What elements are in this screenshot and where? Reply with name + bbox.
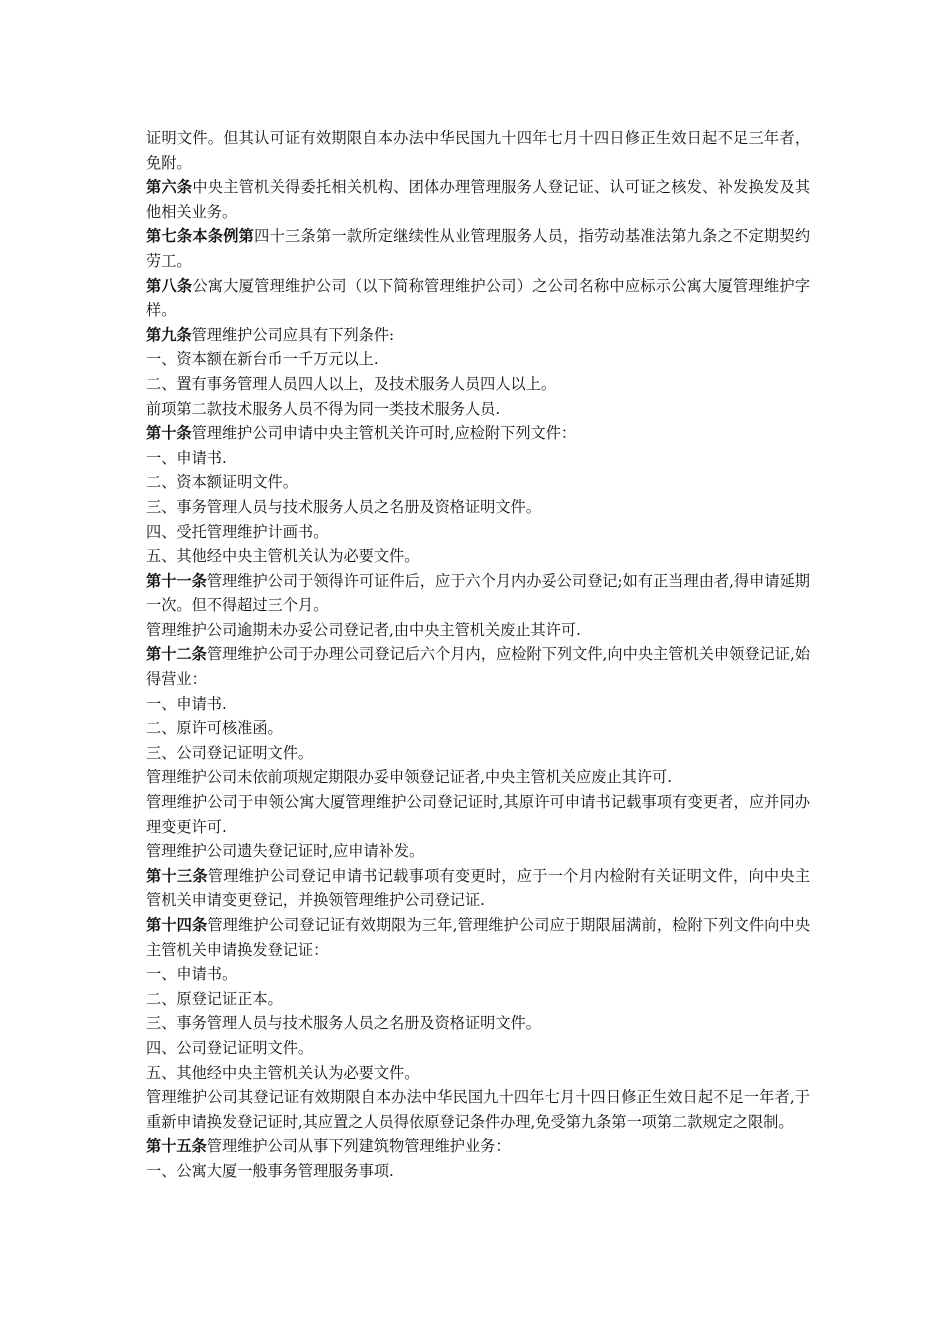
article-15 [146,1134,810,1159]
paragraph-text: 四、公司登记证明文件。 [146,1038,314,1057]
paragraph-text: 三、公司登记证明文件。 [146,743,314,762]
paragraph-text: 管理维护公司未依前项规定期限办妥申领登记证者,中央主管机关应废止其许可. [146,768,673,787]
paragraph-text: 管理维护公司于领得许可证件后，应于六个月内办妥公司登记;如有正当理由者,得申请延期一次。但不得超过三个月。 [146,571,810,615]
paragraph-text: 五、其他经中央主管机关认为必要文件。 [146,547,420,566]
paragraph-text: 管理维护公司于申领公寓大厦管理维护公司登记证时,其原许可申请书记载事项有变更者，应并同办理变更许可. [146,793,810,836]
list-item [146,347,810,372]
article-7 [146,224,810,273]
paragraph-text: 四、受托管理维护计画书。 [146,522,329,541]
article-heading: 第十条 [146,424,192,443]
paragraph-text: 三、事务管理人员与技术服务人员之名册及资格证明文件。 [146,497,541,516]
document-body [146,126,810,1184]
list-item [146,692,810,717]
list-item [146,520,810,545]
paragraph-text: 五、其他经中央主管机关认为必要文件。 [146,1063,420,1082]
paragraph [146,126,810,175]
paragraph [146,765,810,790]
article-9 [146,323,810,348]
paragraph-text: 前项第二款技术服务人员不得为同一类技术服务人员. [146,399,501,418]
list-item [146,495,810,520]
article-heading: 第十五条 [146,1137,207,1156]
paragraph [146,839,810,864]
paragraph-text: 管理维护公司从事下列建筑物管理维护业务： [206,1137,511,1156]
list-item [146,446,810,471]
article-14 [146,913,810,962]
paragraph-text: 一、公寓大厦一般事务管理服务事项. [146,1161,394,1180]
article-6 [146,175,810,224]
paragraph-text: 公寓大厦管理维护公司（以下简称管理维护公司）之公司名称中应标示公寓大厦管理维护字样。 [146,276,810,320]
article-heading: 第十二条 [146,645,207,664]
paragraph-text: 二、置有事务管理人员四人以上，及技术服务人员四人以上。 [146,374,557,393]
paragraph-text: 管理维护公司遗失登记证时,应申请补发。 [146,842,425,861]
list-item [146,1011,810,1036]
list-item [146,1036,810,1061]
article-13 [146,864,810,913]
paragraph [146,1085,810,1134]
list-item [146,372,810,397]
article-heading: 第七条本条例第 [146,227,255,246]
article-heading: 第十一条 [146,571,207,590]
paragraph-text: 四十三条第一款所定继续性从业管理服务人员，指劳动基准法第九条之不定期契约劳工。 [146,227,811,270]
paragraph-text: 一、申请书. [146,448,227,467]
list-item [146,470,810,495]
paragraph-text: 中央主管机关得委托相关机构、团体办理管理服务人登记证、认可证之核发、补发换发及其他相关业务。 [146,178,810,221]
paragraph-text: 管理维护公司申请中央主管机关许可时,应检附下列文件： [191,424,577,443]
article-heading: 第十四条 [146,916,208,934]
list-item [146,544,810,569]
list-item [146,1061,810,1086]
paragraph-text: 二、资本额证明文件。 [146,473,298,492]
list-item [146,987,810,1012]
paragraph-text: 二、原许可核准函。 [146,719,283,738]
paragraph-text: 二、原登记证正本。 [146,989,283,1008]
list-item [146,1159,810,1184]
article-10 [146,421,810,446]
article-heading: 第九条 [146,325,192,344]
article-11 [146,569,810,618]
paragraph-text: 证明文件。但其认可证有效期限自本办法中华民国九十四年七月十四日修正生效日起不足三年者，免附。 [146,129,810,172]
paragraph [146,790,810,839]
paragraph-text: 管理维护公司其登记证有效期限自本办法中华民国九十四年七月十四日修正生效日起不足一年者,于重新申请换发登记证时,其应置之人员得依原登记条件办理,免受第九条第一项第二款规定之限制。 [146,1088,810,1131]
paragraph-text: 一、申请书。 [146,965,238,984]
paragraph-text: 一、申请书. [146,694,227,713]
paragraph [146,618,810,643]
list-item [146,741,810,766]
paragraph [146,397,810,422]
article-heading: 第六条 [146,178,193,197]
list-item [146,716,810,741]
paragraph-text: 管理维护公司于办理公司登记后六个月内，应检附下列文件,向中央主管机关申领登记证,始得营业： [146,645,811,689]
paragraph-text: 管理维护公司逾期未办妥公司登记者,由中央主管机关废止其许可. [146,620,581,639]
paragraph-text: 一、资本额在新台币一千万元以上. [146,350,379,369]
article-heading: 第八条 [146,276,193,295]
article-8 [146,274,810,323]
paragraph-text: 三、事务管理人员与技术服务人员之名册及资格证明文件。 [146,1014,541,1033]
article-12 [146,642,810,691]
paragraph-text: 管理维护公司登记申请书记载事项有变更时，应于一个月内检附有关证明文件，向中央主管机关申请变更登记，并换领管理维护公司登记证. [146,866,811,910]
list-item [146,962,810,987]
paragraph-text: 管理维护公司登记证有效期限为三年,管理维护公司应于期限届满前，检附下列文件向中央主管机关申请换发登记证： [146,916,811,959]
article-heading: 第十三条 [146,866,208,885]
paragraph-text: 管理维护公司应具有下列条件: [191,325,395,344]
